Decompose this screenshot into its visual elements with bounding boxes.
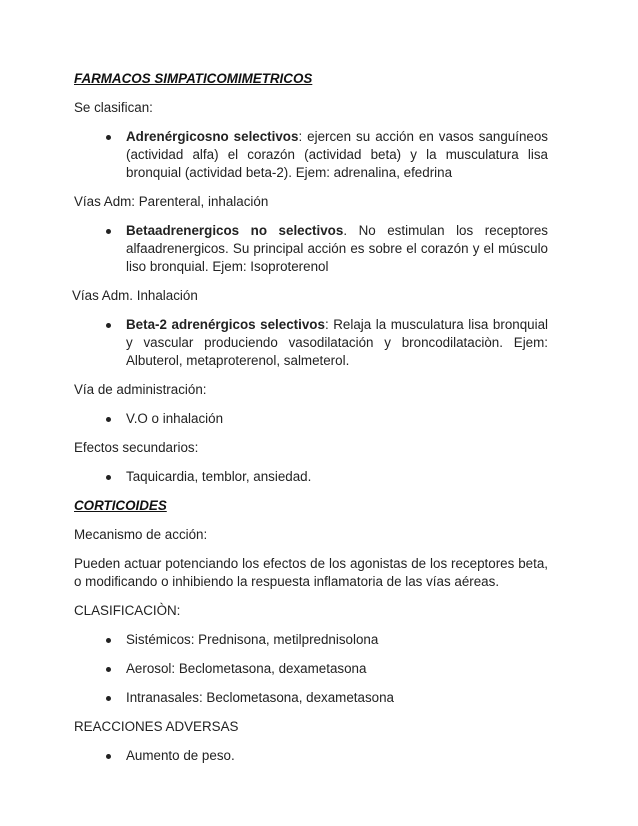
bullet-list-route bbox=[74, 410, 548, 428]
bullet-list-classification bbox=[74, 631, 548, 707]
section-title-corticoides: CORTICOIDES bbox=[74, 498, 167, 513]
list-item-classification bbox=[126, 689, 548, 707]
bullet-list-beta-nonselective bbox=[74, 222, 548, 276]
side-effects-value: Taquicardia, temblor, ansiedad. bbox=[126, 469, 312, 484]
classification-intro: Se clasifican: bbox=[74, 100, 153, 115]
side-effects-label: Efectos secundarios: bbox=[74, 440, 199, 455]
list-item-route bbox=[126, 410, 548, 428]
route-parenteral: Vías Adm: Parenteral, inhalación bbox=[74, 194, 269, 209]
route-value: V.O o inhalación bbox=[126, 411, 224, 426]
bullet-icon bbox=[106, 754, 111, 759]
list-item-classification bbox=[126, 631, 548, 649]
bullet-icon bbox=[106, 323, 111, 328]
section-title-simpaticomimeticos: FARMACOS SIMPATICOMIMETRICOS bbox=[74, 71, 313, 86]
bullet-icon bbox=[106, 638, 111, 643]
desc-beta2-selective: : Relaja la musculatura lisa bronquial y vascular produciendo vasodilatación y broncodilataciòn. Ejem: Albuterol, metaproterenol, salmeterol. bbox=[126, 317, 549, 368]
adverse-reactions-label: REACCIONES ADVERSAS bbox=[74, 719, 239, 734]
route-administration-label: Vía de administración: bbox=[74, 382, 207, 397]
bullet-icon bbox=[106, 696, 111, 701]
list-item-adverse bbox=[126, 747, 548, 765]
desc-beta-nonselective: . No estimulan los receptores alfaadrenergicos. Su principal acción es sobre el corazón y el músculo liso bronquial. Ejem: Isoproterenol bbox=[126, 223, 548, 274]
bullet-icon bbox=[106, 229, 111, 234]
list-item-beta2-selective bbox=[126, 316, 548, 370]
term-beta-nonselective: Betaadrenergicos no selectivos bbox=[126, 223, 344, 238]
list-item-beta-nonselective bbox=[126, 222, 548, 276]
bullet-icon bbox=[106, 475, 111, 480]
adverse-item: Aumento de peso. bbox=[126, 748, 235, 763]
bullet-icon bbox=[106, 667, 111, 672]
classification-item: Intranasales: Beclometasona, dexametasona bbox=[126, 690, 394, 705]
route-inhalation: Vías Adm. Inhalación bbox=[72, 288, 198, 303]
mechanism-text: Pueden actuar potenciando los efectos de los agonistas de los receptores beta, o modificando o inhibiendo la respuesta inflamatoria de las vías aéreas. bbox=[74, 556, 548, 589]
bullet-list-side-effects bbox=[74, 468, 548, 486]
term-beta2-selective: Beta-2 adrenérgicos selectivos bbox=[126, 317, 325, 332]
classification-item: Sistémicos: Prednisona, metilprednisolona bbox=[126, 632, 379, 647]
bullet-icon bbox=[106, 417, 111, 422]
list-item-side-effects bbox=[126, 468, 548, 486]
list-item-classification bbox=[126, 660, 548, 678]
desc-adrenergic-nonselective: : ejercen su acción en vasos sanguíneos (actividad alfa) el corazón (actividad beta) y la musculatura lisa bronquial (actividad beta-2). Ejem: adrenalina, efedrina bbox=[126, 129, 548, 180]
mechanism-label: Mecanismo de acción: bbox=[74, 527, 208, 542]
document-page bbox=[74, 70, 548, 776]
bullet-list-adrenergic bbox=[74, 128, 548, 182]
classification-item: Aerosol: Beclometasona, dexametasona bbox=[126, 661, 367, 676]
term-adrenergic-nonselective: Adrenérgicosno selectivos bbox=[126, 129, 299, 144]
bullet-list-beta2-selective bbox=[74, 316, 548, 370]
bullet-list-adverse bbox=[74, 747, 548, 765]
classification-label: CLASIFICACIÒN: bbox=[74, 603, 181, 618]
bullet-icon bbox=[106, 135, 111, 140]
list-item-adrenergic-nonselective bbox=[126, 128, 548, 182]
